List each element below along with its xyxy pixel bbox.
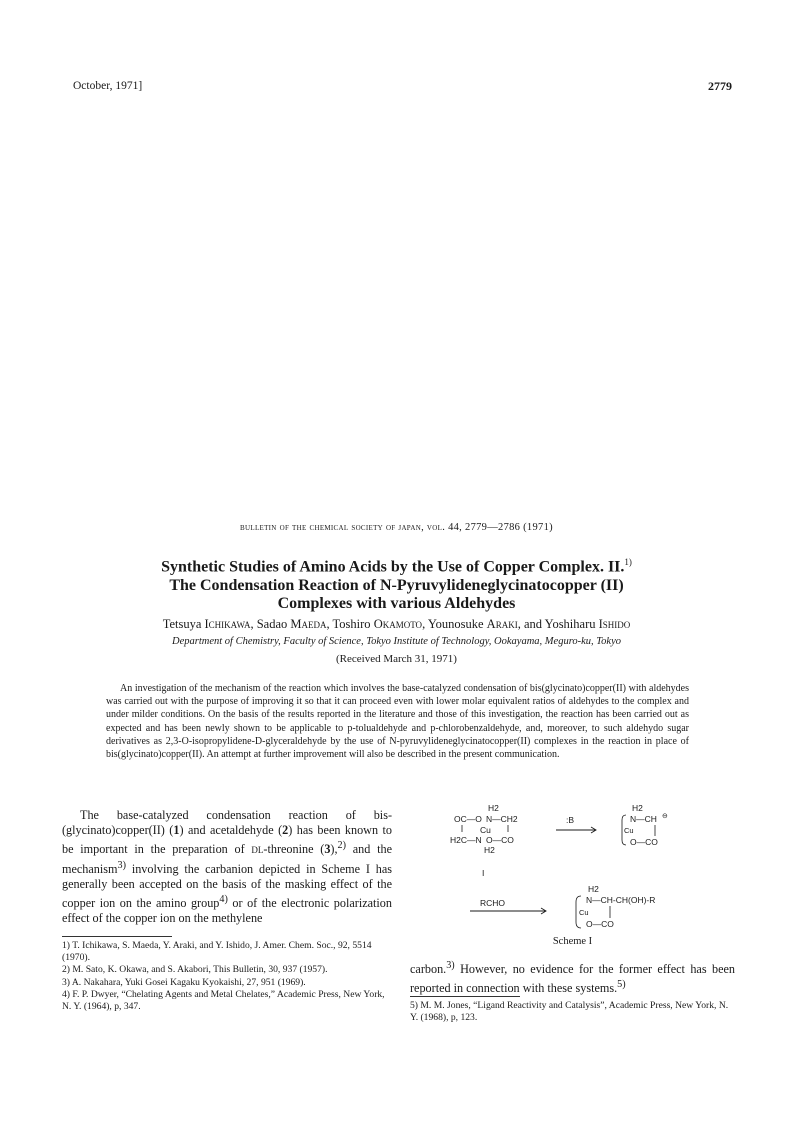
author-2-given: , Sadao xyxy=(250,617,291,631)
footnote-2: 2) M. Sato, K. Okawa, and S. Akabori, This Bulletin, 30, 937 (1957). xyxy=(62,964,328,976)
author-4-given: , Younosuke xyxy=(422,617,487,631)
title-line-1: Synthetic Studies of Amino Acids by the Use of Copper Complex. II. xyxy=(161,558,625,576)
scheme-h2-product: H2 xyxy=(588,884,599,894)
scheme-h2-anion: H2 xyxy=(632,803,643,813)
scheme-aldehyde-label: RCHO xyxy=(480,898,506,908)
compound-ref: 3 xyxy=(324,842,331,857)
footnote-1: 1) T. Ichikawa, S. Maeda, Y. Araki, and Y. Ishido, J. Amer. Chem. Soc., 92, 5514 (1970). xyxy=(62,940,372,964)
footnote-divider-left xyxy=(62,936,172,937)
title-line-3: Complexes with various Aldehydes xyxy=(277,595,516,613)
scheme-o-co: O—CO xyxy=(486,835,514,845)
author-5-surname: Ishido xyxy=(598,617,631,631)
received-date: (Received March 31, 1971) xyxy=(336,653,457,665)
ref-superscript: 5) xyxy=(617,979,626,991)
scheme-o-co-product: O—CO xyxy=(586,919,614,929)
author-1-given: Tetsuya xyxy=(162,617,205,631)
text-run: ) has been known to be important in the preparation of xyxy=(62,823,392,857)
scheme-n-ch-anion: N—CH xyxy=(630,814,657,824)
journal-citation-line xyxy=(0,522,793,533)
footnotes-right xyxy=(410,1000,735,1024)
text-run: The base-catalyzed condensation reaction of bis-(glycinato)copper(II) ( xyxy=(62,808,392,838)
text-run: -threonine ( xyxy=(263,842,325,857)
paper-title xyxy=(60,553,733,614)
author-list xyxy=(60,617,733,632)
text-run: carbon. xyxy=(410,962,447,977)
text-run: ), xyxy=(330,842,338,857)
scheme-compound-label: I xyxy=(482,868,485,878)
ref-superscript: 2) xyxy=(337,840,346,852)
abstract: An investigation of the mechanism of the reaction which involves the base-catalyzed condensation of bis(glycinato)copper(II) with aldehydes was carried out with the purpose of improving it so that it can proceed even with lower molar equivalent ratios of aldehydes to the complex and under milder conditions. On the basis of the results reported in the literature and those of this investigation, the reaction has been carried out as expected and has been newly shown to be applicable to p-tolualdehyde and p-chlorobenzaldehyde, and, moreover, to such aldehydo sugar derivatives as 2,3-O-isopropylidene-D-glyceraldehyde by the use of N-pyruvylideneglycinatocopper(II) complexes in the reaction in place of bis(glycinato)copper(II). An attempt at further improvement will also be described in the present communication. xyxy=(106,683,689,761)
text-run: and the mechanism xyxy=(62,842,392,876)
journal-name: bulletin of the chemical society of japan, vol. xyxy=(240,522,446,533)
running-header-date: October, 1971] xyxy=(73,80,143,92)
page-number: 2779 xyxy=(708,79,732,93)
scheme-anion-charge: ⊖ xyxy=(662,813,668,820)
author-4-surname: Araki xyxy=(486,617,518,631)
scheme-h2-top: H2 xyxy=(488,803,499,813)
footnote-3: 3) A. Nakahara, Yuki Gosei Kagaku Kyokaishi, 27, 951 (1969). xyxy=(62,976,306,988)
title-footnote-ref: 1) xyxy=(624,557,632,567)
text-run: dl xyxy=(251,842,264,857)
text-run: ) and acetaldehyde ( xyxy=(179,823,283,838)
author-5-given: , and Yoshiharu xyxy=(517,617,599,631)
author-2-surname: Maeda xyxy=(290,617,327,631)
scheme-1-diagram xyxy=(448,802,708,932)
scheme-h2c-n: H2C—N xyxy=(450,835,482,845)
text-run: However, no evidence for the former effect has been reported in connection with these systems. xyxy=(410,962,735,996)
scheme-base-label: :B xyxy=(566,815,575,825)
scheme-caption: Scheme I xyxy=(552,936,593,947)
footnote-divider-right xyxy=(410,996,520,997)
ref-superscript: 4) xyxy=(219,894,228,906)
scheme-cu-anion: Cu xyxy=(624,826,634,835)
ref-superscript: 3) xyxy=(446,960,455,971)
text-run: involving the carbanion depicted in Scheme I has generally been accepted on the basis of the masking effect of the copper ion on the amino group xyxy=(62,861,392,911)
scheme-n-ch2: N—CH2 xyxy=(486,814,518,824)
title-line-2: The Condensation Reaction of N-Pyruvylideneglycinatocopper (II) xyxy=(169,576,624,594)
scheme-oc-o: OC—O xyxy=(454,814,482,824)
compound-ref: 1 xyxy=(173,823,180,838)
body-paragraph-right xyxy=(410,958,735,997)
scheme-cu-product: Cu xyxy=(579,908,589,917)
author-3-surname: Okamoto xyxy=(373,617,423,631)
scheme-n-ch-product: N—CH-CH(OH)-R xyxy=(586,895,656,905)
footnote-5: 5) M. M. Jones, “Ligand Reactivity and Catalysis”, Academic Press, New York, N. Y. (1968), p, 123. xyxy=(410,1000,729,1024)
scheme-cu: Cu xyxy=(480,825,491,835)
compound-ref: 2 xyxy=(282,823,289,838)
scheme-o-co-anion: O—CO xyxy=(630,837,658,847)
affiliation: Department of Chemistry, Faculty of Science, Tokyo Institute of Technology, Ookayama, Meguro-ku, Tokyo xyxy=(172,636,621,647)
journal-volume-pages: 44, 2779—2786 (1971) xyxy=(445,522,553,533)
ref-superscript: 3) xyxy=(117,859,126,871)
body-paragraph-left xyxy=(62,808,392,927)
author-1-surname: Ichikawa xyxy=(204,617,251,631)
text-run: or of the electronic polarization effect of the copper ion on the methylene xyxy=(62,896,392,926)
author-3-given: , Toshiro xyxy=(326,617,374,631)
footnotes-left xyxy=(62,940,392,1013)
footnote-4: 4) F. P. Dwyer, “Chelating Agents and Metal Chelates,” Academic Press, New York, N. Y. (1964), p, 347. xyxy=(62,988,385,1013)
scheme-h2-bottom: H2 xyxy=(484,845,495,855)
